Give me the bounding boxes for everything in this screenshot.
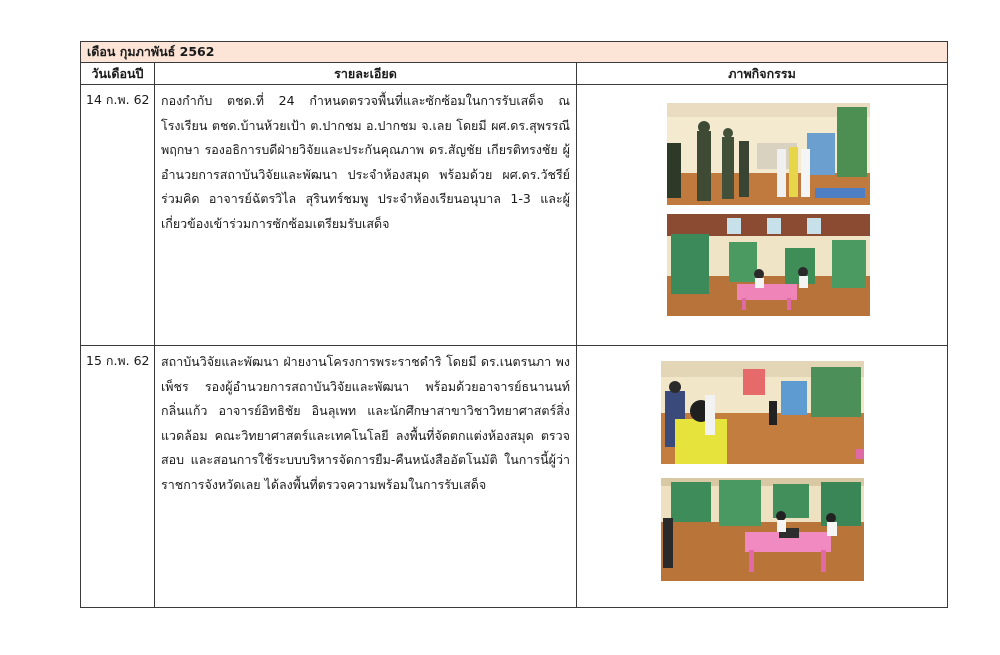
row-detail: กองกำกับ ตชด.ที่ 24 กำหนดตรวจพื้นที่และซักซ้อมในการรับเสด็จ ณ โรงเรียน ตชด.บ้านห้วยเป้า ต.ปากชม อ.ปากชม จ.เลย โดยมี ผศ.ดร.สุพรรณี พฤกษา รองอธิการบดีฝ่ายวิจัยและประกันคุณภาพ ดร.สัญชัย เกียรติทรงชัย ผู้อำนวยการสถาบันวิจัยและพัฒนา ประจำห้องสมุด พร้อมด้วย ผศ.ดร.วัชรีย์ ร่วมคิด อาจารย์ฉัตรวิไล สุรินทร์ชมพู ประจำห้องเรียนอนุบาล 1-3 และผู้เกี่ยวข้องเข้าร่วมการซักซ้อมเตรียมรับเสด็จ: [155, 85, 577, 346]
library-staff-photo: [661, 361, 864, 464]
library-reading-table-photo: [661, 478, 864, 581]
table-row: [81, 346, 948, 608]
month-title: เดือน กุมภาพันธ์ 2562: [81, 42, 948, 63]
table-row: [81, 85, 948, 346]
column-header-date: วันเดือนปี: [81, 63, 155, 85]
library-shelves-photo: [667, 214, 870, 316]
row-detail: สถาบันวิจัยและพัฒนา ฝ่ายงานโครงการพระราชดำริ โดยมี ดร.เนตรนภา พงเพ็ชร รองผู้อำนวยการสถาบันวิจัยและพัฒนา พร้อมด้วยอาจารย์ธนานนท์ กลิ่นแก้ว อาจารย์อิทธิชัย อินลุเพท และนักศึกษาสาขาวิชาวิทยาศาสตร์สิ่งแวดล้อม คณะวิทยาศาสตร์และเทคโนโลยี ลงพื้นที่จัดตกแต่งห้องสมุด ตรวจสอบ และสอนการใช้ระบบบริหารจัดการยืม-คืนหนังสืออัตโนมัติ ในการนี้ผู้ว่าราชการจังหวัดเลย ได้ลงพื้นที่ตรวจความพร้อมในการรับเสด็จ: [155, 346, 577, 608]
row-photos: [577, 346, 948, 608]
column-header-detail: รายละเอียด: [155, 63, 577, 85]
library-inspection-photo: [667, 103, 870, 205]
activity-report-table: [80, 41, 948, 608]
column-header-photos: ภาพกิจกรรม: [577, 63, 948, 85]
row-date: 15 ก.พ. 62: [81, 346, 155, 608]
row-date: 14 ก.พ. 62: [81, 85, 155, 346]
row-photos: [577, 85, 948, 346]
